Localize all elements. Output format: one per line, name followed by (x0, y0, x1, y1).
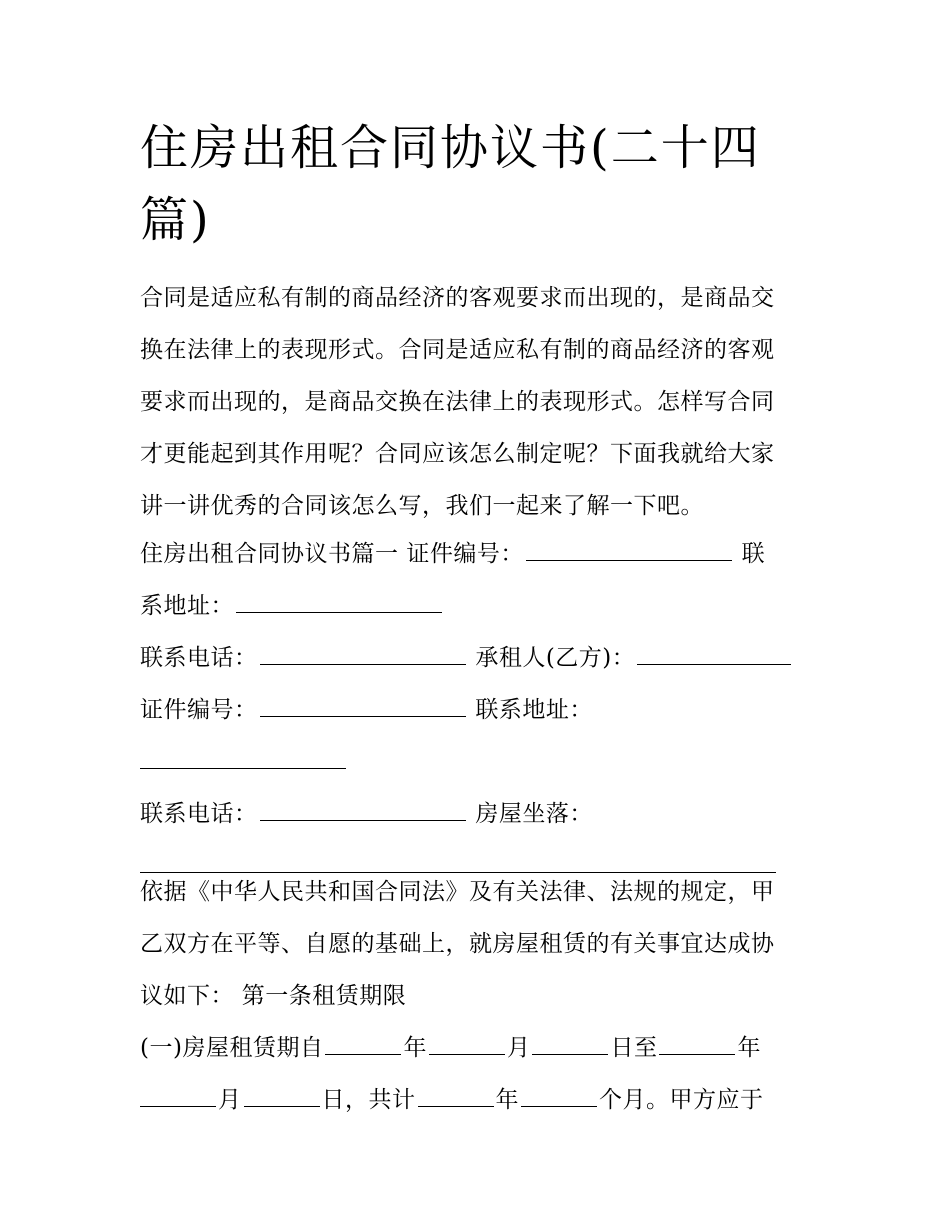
title-line-2: 篇) (140, 192, 211, 248)
property-location-label: 房屋坐落： (475, 801, 593, 827)
month-label-2: 月 (218, 1087, 242, 1113)
lease-term-paragraph (140, 1022, 820, 1126)
intro-paragraph (140, 272, 820, 532)
id-number-label-2: 证件编号： (140, 697, 258, 723)
end-day-blank[interactable] (244, 1084, 320, 1107)
lessee-address-blank[interactable] (140, 746, 346, 769)
lease-term-prefix: (一)房屋租赁期自 (140, 1035, 324, 1061)
total-years-blank[interactable] (418, 1084, 494, 1107)
contact-address-label: 联系地址： (475, 697, 593, 723)
lessee-id-number-blank[interactable] (260, 694, 466, 717)
clause-paragraph (140, 866, 820, 1022)
field-line-1 (140, 528, 820, 580)
intro-line: 要求而出现的，是商品交换在法律上的表现形式。怎样写合同 (140, 389, 775, 415)
clause-line: 依据《中华人民共和国合同法》及有关法律、法规的规定，甲 (140, 879, 775, 905)
year-label-2: 年 (737, 1035, 761, 1061)
year-label-3: 年 (495, 1087, 519, 1113)
lessor-address-blank[interactable] (236, 590, 442, 613)
intro-line: 合同是适应私有制的商品经济的客观要求而出现的，是商品交 (140, 285, 775, 311)
lessee-label: 承租人(乙方)： (475, 645, 636, 671)
lease-term-line-1 (140, 1022, 820, 1074)
phone-label: 联系电话： (140, 645, 258, 671)
months-suffix: 个月。甲方应于 (599, 1087, 764, 1113)
section-heading: 住房出租合同协议书篇一 (140, 541, 399, 567)
start-day-blank[interactable] (532, 1032, 608, 1055)
phone-label-2: 联系电话： (140, 801, 258, 827)
clause-line: 乙双方在平等、自愿的基础上，就房屋租赁的有关事宜达成协 (140, 931, 775, 957)
total-months-blank[interactable] (521, 1084, 597, 1107)
field-line-2 (140, 580, 820, 632)
end-month-blank[interactable] (140, 1084, 216, 1107)
field-line-5 (140, 736, 820, 788)
document-title (140, 112, 780, 256)
lessor-id-number-blank[interactable] (526, 538, 732, 561)
contact-label-part2: 系地址： (140, 593, 234, 619)
title-line-1: 住房出租合同协议书(二十四 (140, 120, 761, 176)
lessee-phone-blank[interactable] (260, 798, 466, 821)
clause-line: 议如下： 第一条租赁期限 (140, 983, 407, 1009)
start-month-blank[interactable] (429, 1032, 505, 1055)
intro-line: 讲一讲优秀的合同该怎么写，我们一起来了解一下吧。 (140, 493, 704, 519)
day-total-label: 日，共计 (321, 1087, 416, 1113)
lessee-name-blank[interactable] (637, 642, 791, 665)
id-number-label: 证件编号： (406, 541, 524, 567)
start-year-blank[interactable] (325, 1032, 401, 1055)
year-label: 年 (403, 1035, 427, 1061)
field-line-3 (140, 632, 820, 684)
end-year-blank[interactable] (659, 1032, 735, 1055)
contact-label-part1: 联 (741, 541, 766, 567)
lease-term-line-2 (140, 1074, 820, 1126)
intro-line: 换在法律上的表现形式。合同是适应私有制的商品经济的客观 (140, 337, 775, 363)
lessor-phone-blank[interactable] (260, 642, 466, 665)
party-fields (140, 528, 820, 892)
field-line-6 (140, 788, 820, 840)
field-line-4 (140, 684, 820, 736)
month-label: 月 (506, 1035, 531, 1061)
day-to-label: 日至 (610, 1035, 658, 1061)
intro-line: 才更能起到其作用呢？合同应该怎么制定呢？下面我就给大家 (140, 441, 775, 467)
